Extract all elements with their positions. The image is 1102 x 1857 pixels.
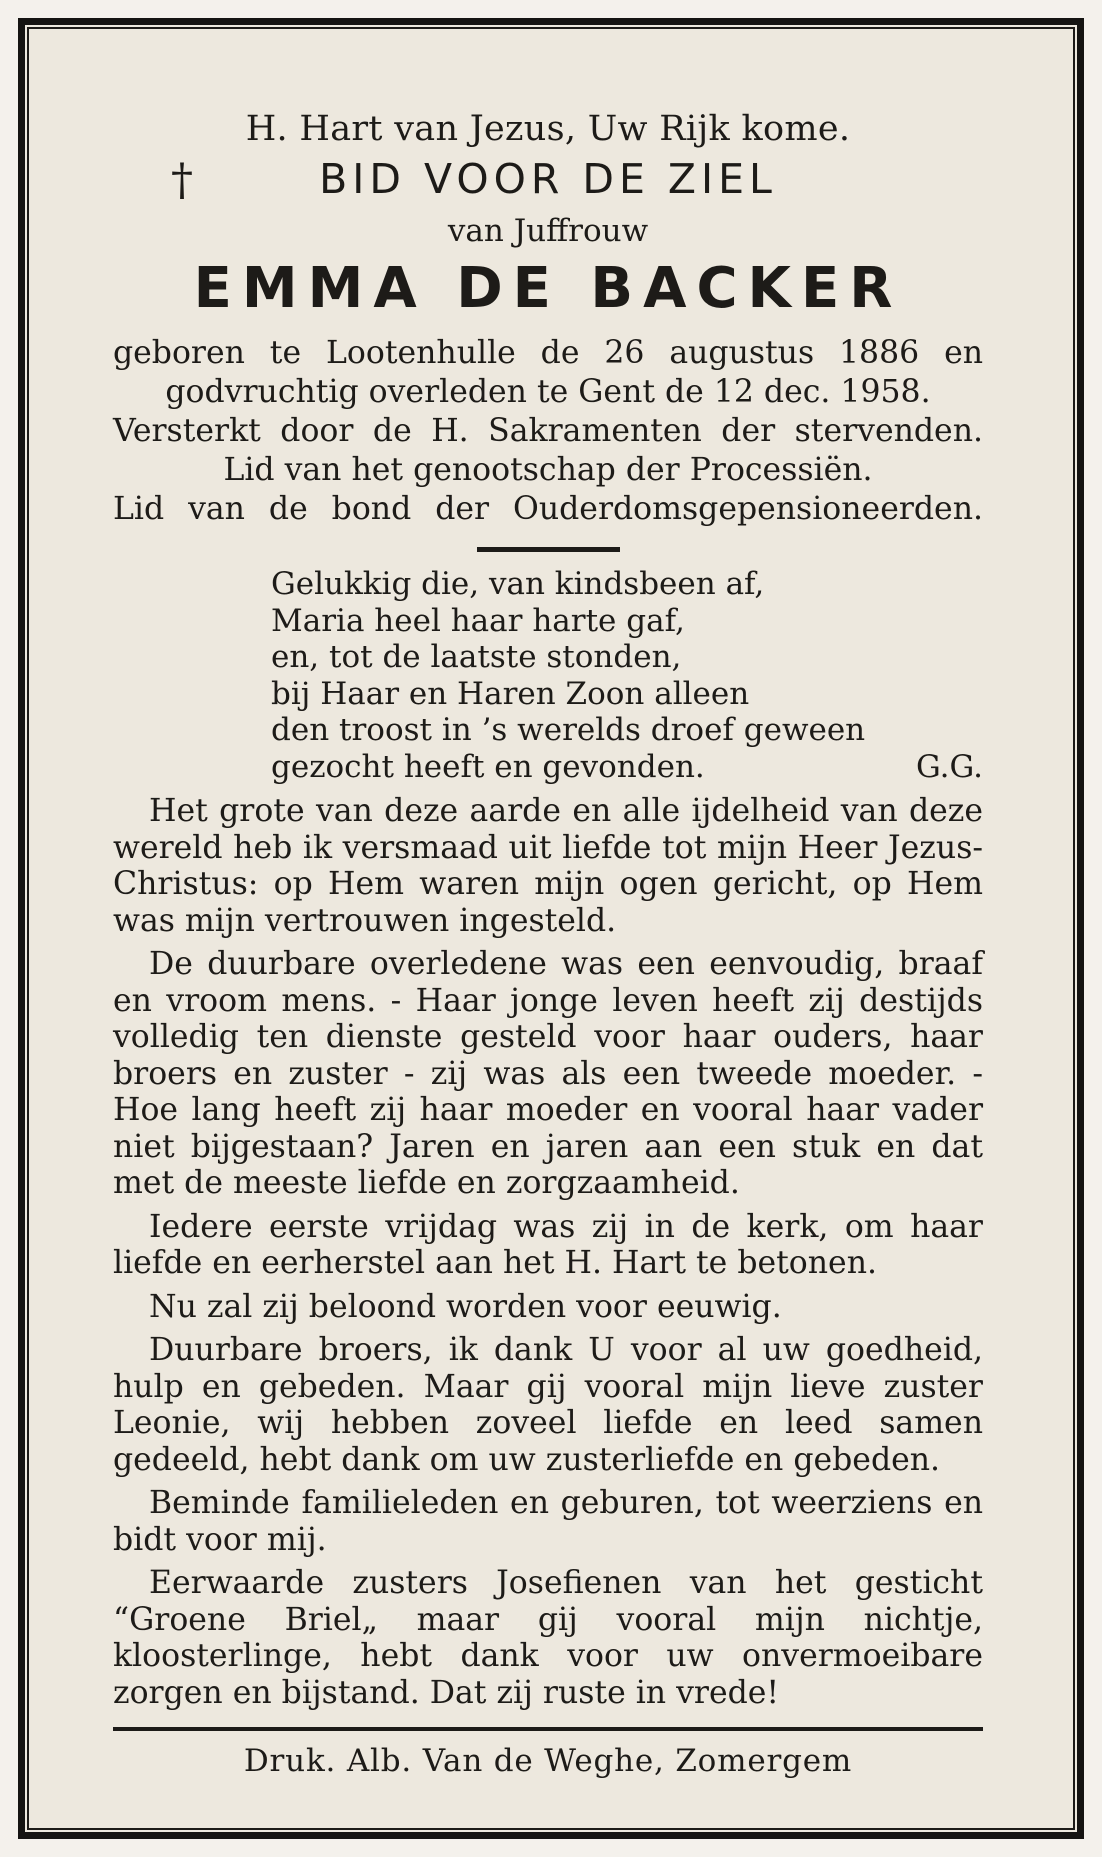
paragraph-text: Duurbare broers, ik dank U voor al uw goedheid, hulp en gebeden. Maar gij vooral mijn lieve zuster Leonie, wij hebben zoveel liefde en leed samen gedeeld, hebt dank om uw zusterliefde en gebeden. xyxy=(113,1332,983,1478)
fact-membership-pensioners: Lid van de bond der Ouderdomsgepensioneerden. xyxy=(113,491,983,527)
facts-block xyxy=(113,333,983,530)
paragraph-text: Nu zal zij beloond worden voor eeuwig. xyxy=(149,1288,782,1325)
poem-line: den troost in ’s werelds droef geween xyxy=(271,712,866,748)
poem-last-row xyxy=(271,749,983,786)
title-prefix: van Juffrouw xyxy=(447,213,649,249)
cross-icon: † xyxy=(171,155,193,206)
paragraph xyxy=(113,1565,983,1711)
poem-line: bij Haar en Haren Zoon alleen xyxy=(271,675,750,712)
memorial-card xyxy=(18,18,1084,1839)
poem-line: gezocht heeft en gevonden. xyxy=(271,748,705,785)
paragraph-text: Het grote van deze aarde en alle ijdelheid van deze wereld heb ik versmaad uit liefde tot mijn Heer Jezus-Christus: op Hem waren mijn ogen gericht, op Hem was mijn vertrouwen ingesteld. xyxy=(113,793,983,939)
footer-divider xyxy=(113,1727,983,1731)
fact-death: godvruchtig overleden te Gent de 12 dec. 1958. xyxy=(165,374,931,410)
paragraph xyxy=(113,1332,983,1478)
paragraph xyxy=(113,1289,983,1326)
paragraph-text: Eerwaarde zusters Josefienen van het gesticht “Groene Briel„ maar gij vooral mijn nichtje, kloosterlinge, hebt dank voor uw onvermoeibare zorgen en bijstand. Dat zij ruste in vrede! xyxy=(113,1565,983,1711)
paragraph xyxy=(113,793,983,939)
motto: H. Hart van Jezus, Uw Rijk kome. xyxy=(245,109,851,149)
paragraph-text: De duurbare overledene was een eenvoudig, braaf en vroom mens. - Haar jonge leven heeft zij destijds volledig ten dienste gesteld voor haar ouders, haar broers en zuster - zij was als een tweede moeder. - Hoe lang heeft zij haar moeder en vooral haar vader niet bijgestaan? Jaren en jaren aan een stuk en dat met de meeste liefde en zorgzaamheid. xyxy=(113,946,983,1201)
poem-line: en, tot de laatste stonden, xyxy=(271,639,682,675)
card-content xyxy=(113,107,983,1781)
prayer-heading: BID VOOR DE ZIEL xyxy=(319,155,777,203)
divider xyxy=(477,547,620,552)
poem xyxy=(271,566,983,785)
poem-line: Gelukkig die, van kindsbeen af, xyxy=(271,566,765,602)
poem-line: Maria heel haar harte gaf, xyxy=(271,602,685,639)
text-body xyxy=(113,793,983,1711)
fact-sacraments: Versterkt door de H. Sakramenten der stervenden. xyxy=(113,413,983,449)
paragraph-text: Iedere eerste vrijdag was zij in de kerk, om haar liefde en eerherstel aan het H. Hart te betonen. xyxy=(113,1208,983,1281)
fact-membership-processions: Lid van het genootschap der Processiën. xyxy=(223,452,873,488)
paragraph xyxy=(113,1485,983,1558)
printer-imprint: Druk. Alb. Van de Weghe, Zomergem xyxy=(243,1743,853,1779)
paragraph-text: Beminde familieleden en geburen, tot weerziens en bidt voor mij. xyxy=(113,1485,983,1558)
paragraph xyxy=(113,946,983,1202)
fact-birth: geboren te Lootenhulle de 26 augustus 1886 en xyxy=(113,335,983,371)
prayer-row xyxy=(113,151,983,207)
paragraph xyxy=(113,1209,983,1282)
deceased-name: EMMA DE BACKER xyxy=(193,256,903,321)
poem-author: G.G. xyxy=(915,748,983,785)
